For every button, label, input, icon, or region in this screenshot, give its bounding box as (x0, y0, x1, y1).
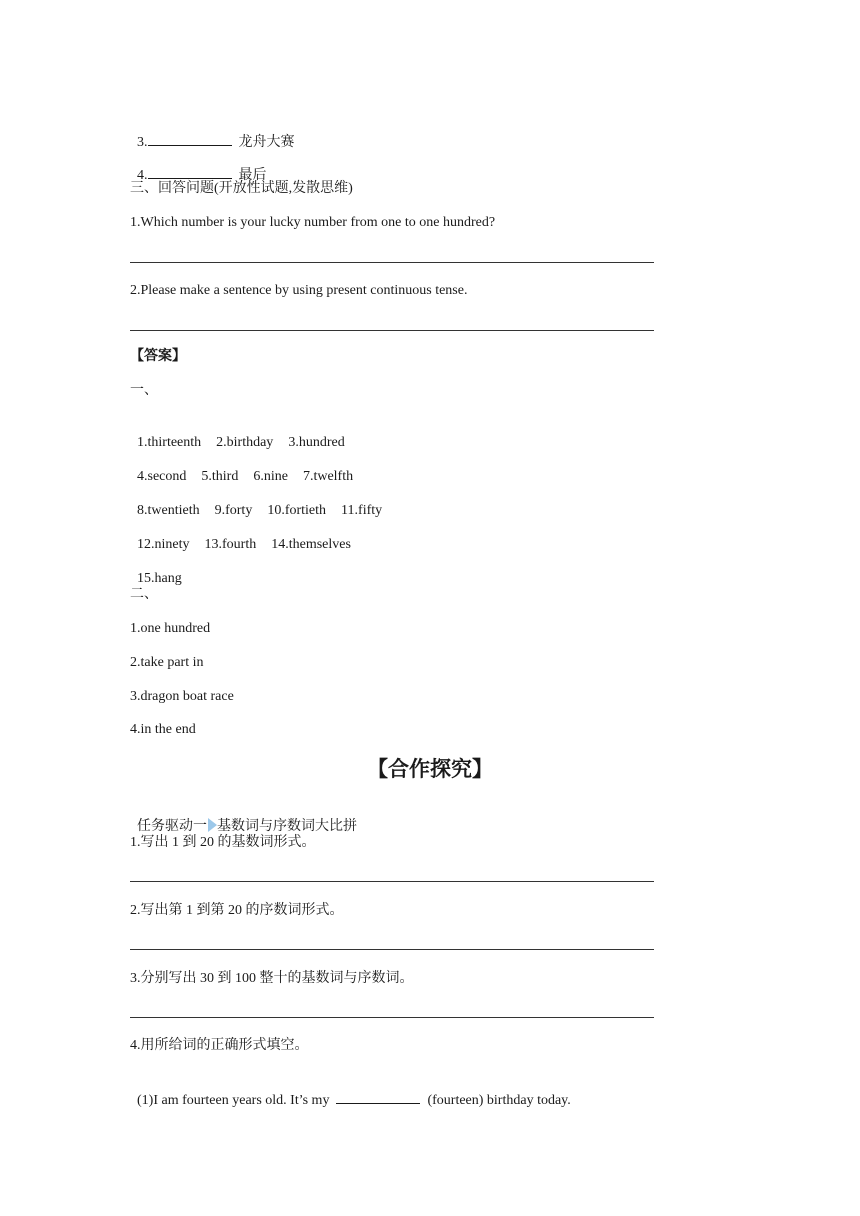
task-question-4: 4.用所给词的正确形式填空。 (130, 1038, 309, 1053)
answer-blank[interactable] (148, 164, 232, 179)
section3-question-1: 1.Which number is your lucky number from one to one hundred? (130, 215, 496, 230)
answers-part2-item: 4.in the end (130, 722, 196, 737)
answers-part1-heading: 一、 (130, 383, 158, 398)
answer-blank[interactable] (148, 131, 232, 146)
section3-question-2: 2.Please make a sentence by using present continuous tense. (130, 283, 468, 298)
answer-item: 4.second (137, 469, 187, 484)
answers-line-5 (130, 552, 182, 588)
answer-item: 11.fifty (341, 503, 383, 518)
answer-item: 1.thirteenth (137, 435, 202, 450)
answer-item: 2.birthday (216, 435, 274, 450)
answers-part2-item: 3.dragon boat race (130, 689, 234, 704)
task-title: 基数词与序数词大比拼 (217, 819, 357, 834)
task-question-1: 1.写出 1 到 20 的基数词形式。 (130, 835, 316, 850)
answer-line[interactable] (130, 949, 654, 950)
task-question-3: 3.分别写出 30 到 100 整十的基数词与序数词。 (130, 971, 414, 986)
answers-part2-item: 1.one hundred (130, 621, 211, 636)
answer-item: 8.twentieth (137, 503, 200, 518)
answers-line-2 (130, 450, 353, 486)
sentence-end: (fourteen) birthday today. (427, 1093, 571, 1108)
answers-line-1 (130, 416, 345, 452)
vocab-meaning: 最后 (238, 168, 267, 183)
answer-item: 7.twelfth (302, 469, 354, 484)
vocab-number: 4. (137, 168, 148, 183)
answer-item: 6.nine (253, 469, 288, 484)
section3-heading: 三、回答问题(开放性试题,发散思维) (130, 181, 353, 196)
answer-line[interactable] (130, 1017, 654, 1018)
answers-line-3 (130, 484, 382, 520)
answer-line[interactable] (130, 881, 654, 882)
answer-item: 15.hang (137, 571, 182, 586)
answer-item: 3.hundred (288, 435, 345, 450)
answer-item: 13.fourth (204, 537, 257, 552)
answer-blank[interactable] (336, 1089, 420, 1104)
answers-part2-heading: 二、 (130, 587, 158, 602)
answers-part2-item: 2.take part in (130, 655, 204, 670)
answer-line[interactable] (130, 330, 654, 331)
answers-line-4 (130, 518, 351, 554)
answer-item: 14.themselves (271, 537, 351, 552)
answer-item: 10.fortieth (267, 503, 327, 518)
answer-line[interactable] (130, 262, 654, 263)
vocab-number: 3. (137, 135, 148, 150)
sentence-start: (1)I am fourteen years old. It’s my (137, 1093, 330, 1108)
arrow-right-icon (208, 818, 217, 832)
answer-item: 12.ninety (137, 537, 190, 552)
answer-item: 5.third (201, 469, 239, 484)
answers-heading: 【答案】 (130, 349, 186, 364)
task-question-2: 2.写出第 1 到第 20 的序数词形式。 (130, 903, 344, 918)
task-question-4-1 (130, 1071, 571, 1110)
task-heading (130, 800, 357, 836)
vocab-meaning: 龙舟大赛 (238, 135, 295, 150)
task-prefix: 任务驱动一 (137, 819, 207, 834)
section-title: 【合作探究】 (367, 757, 493, 781)
answer-item: 9.forty (214, 503, 253, 518)
